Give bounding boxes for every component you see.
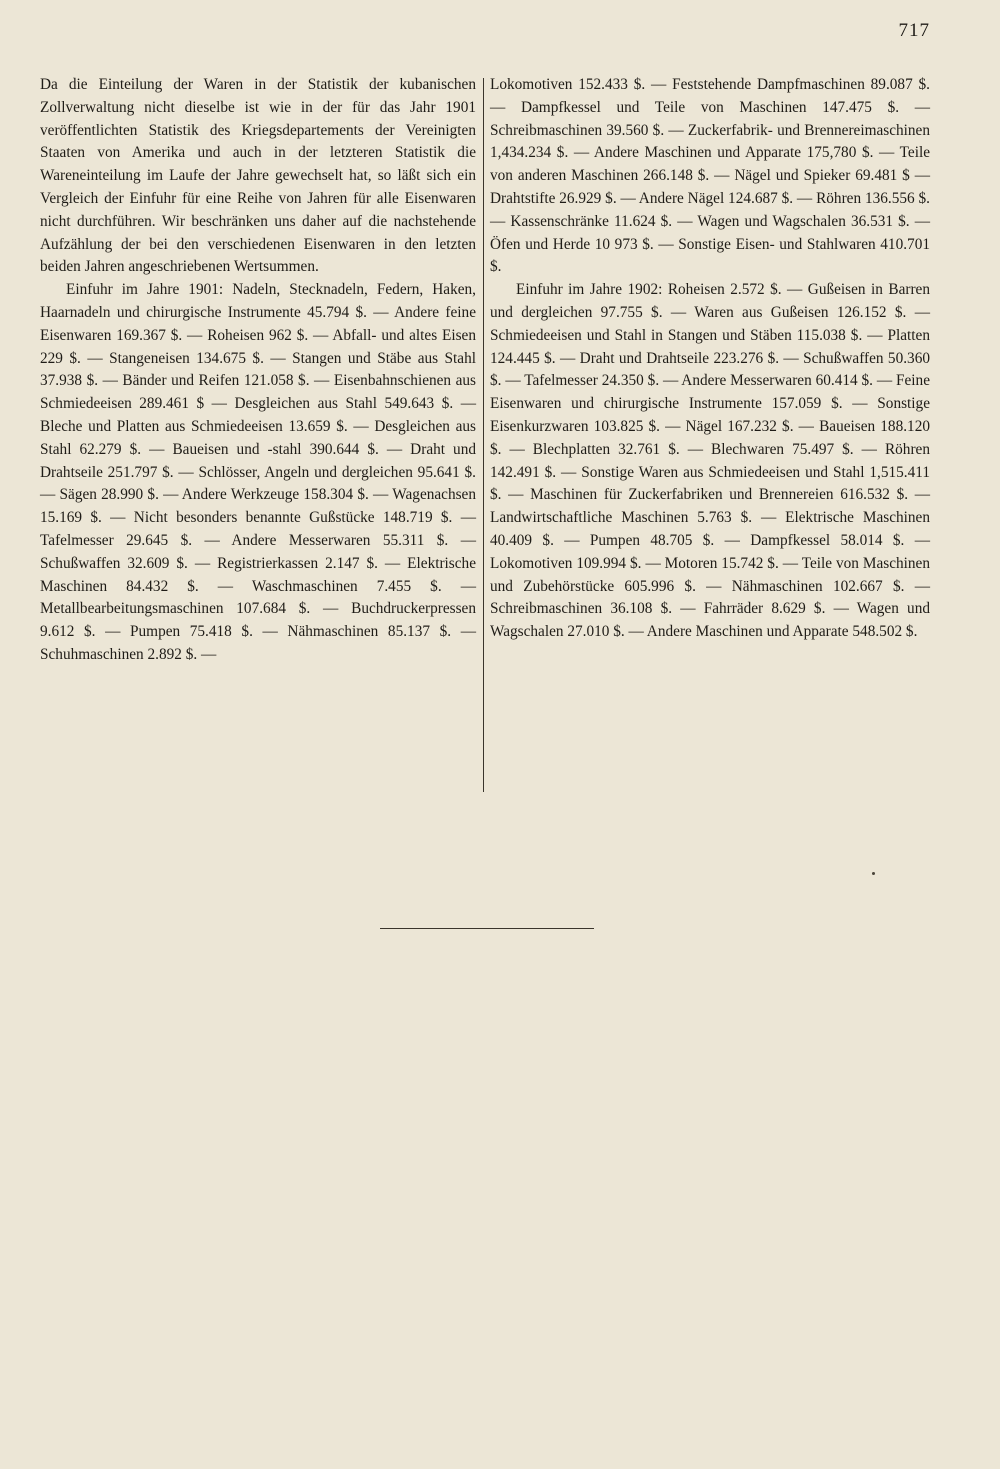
import-1901-continued-paragraph: Lokomotiven 152.433 $. — Feststehende Dampfmaschinen 89.087 $. — Dampfkessel und Teile von Maschinen 147.475 $. — Schreibmaschinen 39.560 $. — Zuckerfabrik- und Brennereimaschinen 1,434.234 $. — Andere Maschinen und Apparate 175,780 $. — Teile von anderen Maschinen 266.148 $. — Nägel und Spieker 69.481 $ — Drahtstifte 26.929 $. — Andere Nägel 124.687 $. — Röhren 136.556 $. — Kassenschränke 11.624 $. — Wagen und Wagschalen 36.531 $. — Öfen und Herde 10 973 $. — Sonstige Eisen- und Stahlwaren 410.701 $. (490, 76, 930, 276)
right-column (490, 74, 930, 644)
two-column-text (40, 74, 930, 794)
print-speck (872, 872, 875, 875)
column-divider (483, 78, 484, 792)
left-column (40, 74, 476, 667)
section-end-rule (380, 928, 594, 929)
intro-paragraph: Da die Einteilung der Waren in der Statistik der kubanischen Zollverwaltung nicht dieselbe ist wie in der für das Jahr 1901 veröffentlichten Statistik des Kriegsdepartements der Vereinigten Staaten von Amerika und auch in der letzteren Statistik die Wareneinteilung im Laufe der Jahre gewechselt hat, so läßt sich ein Vergleich der Einfuhr für eine Reihe von Jahren für alle Eisenwaren nicht durchführen. Wir beschränken uns daher auf die nachstehende Aufzählung der bei den verschiedenen Eisenwaren in den letzten beiden Jahren angeschriebenen Wertsummen. (40, 76, 476, 276)
page-number: 717 (898, 20, 930, 41)
import-1901-paragraph: Einfuhr im Jahre 1901: Nadeln, Stecknadeln, Federn, Haken, Haarnadeln und chirurgische Instrumente 45.794 $. — Andere feine Eisenwaren 169.367 $. — Roheisen 962 $. — Abfall- und altes Eisen 229 $. — Stangeneisen 134.675 $. — Stangen und Stäbe aus Stahl 37.938 $. — Bänder und Reifen 121.058 $. — Eisenbahnschienen aus Schmiedeeisen 289.461 $ — Desgleichen aus Stahl 549.643 $. — Bleche und Platten aus Schmiedeeisen 13.659 $. — Desgleichen aus Stahl 62.279 $. — Baueisen und -stahl 390.644 $. — Draht und Drahtseile 251.797 $. — Schlösser, Angeln und dergleichen 95.641 $. — Sägen 28.990 $. — Andere Werkzeuge 158.304 $. — Wagenachsen 15.169 $. — Nicht besonders benannte Gußstücke 148.719 $. — Tafelmesser 29.645 $. — Andere Messerwaren 55.311 $. — Schußwaffen 32.609 $. — Registrierkassen 2.147 $. — Elektrische Maschinen 84.432 $. — Waschmaschinen 7.455 $. — Metallbearbeitungsmaschinen 107.684 $. — Buchdruckerpressen 9.612 $. — Pumpen 75.418 $. — Nähmaschinen 85.137 $. — Schuhmaschinen 2.892 $. — (40, 281, 476, 663)
import-1902-paragraph: Einfuhr im Jahre 1902: Roheisen 2.572 $. — Gußeisen in Barren und dergleichen 97.755 $. — Waren aus Gußeisen 126.152 $. — Schmiedeeisen und Stahl in Stangen und Stäben 115.038 $. — Platten 124.445 $. — Draht und Drahtseile 223.276 $. — Schußwaffen 50.360 $. — Tafelmesser 24.350 $. — Andere Messerwaren 60.414 $. — Feine Eisenwaren und chirurgische Instrumente 157.059 $. — Sonstige Eisenkurzwaren 103.825 $. — Nägel 167.232 $. — Baueisen 188.120 $. — Blechplatten 32.761 $. — Blechwaren 75.497 $. — Röhren 142.491 $. — Sonstige Waren aus Schmiedeeisen und Stahl 1,515.411 $. — Maschinen für Zuckerfabriken und Brennereien 616.532 $. — Landwirtschaftliche Maschinen 5.763 $. — Elektrische Maschinen 40.409 $. — Pumpen 48.705 $. — Dampfkessel 58.014 $. — Lokomotiven 109.994 $. — Motoren 15.742 $. — Teile von Maschinen und Zubehörstücke 605.996 $. — Nähmaschinen 102.667 $. — Schreibmaschinen 36.108 $. — Fahrräder 8.629 $. — Wagen und Wagschalen 27.010 $. — Andere Maschinen und Apparate 548.502 $. (490, 281, 930, 641)
